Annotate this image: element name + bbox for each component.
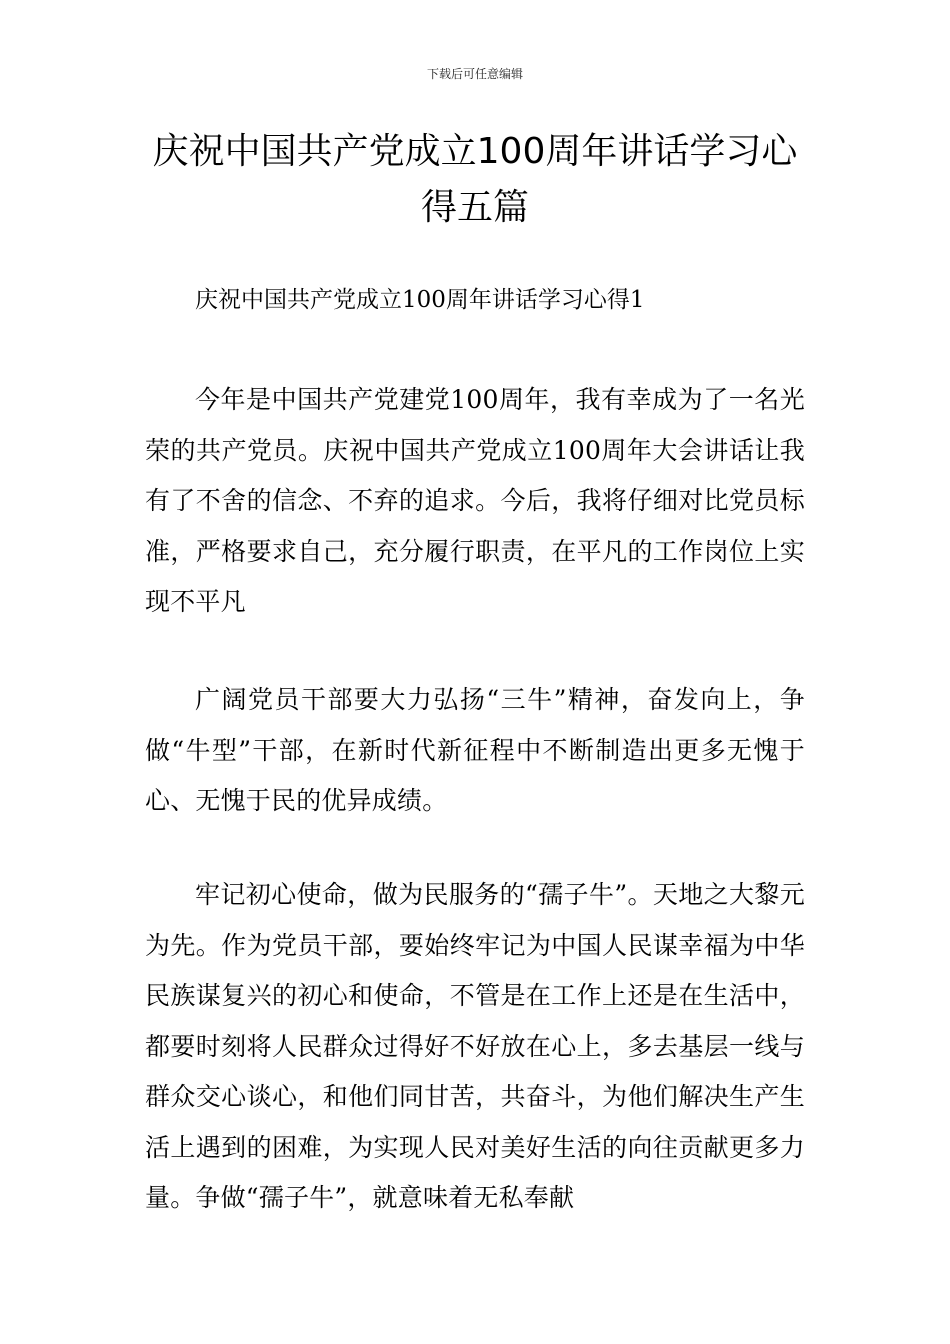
section-subtitle: 庆祝中国共产党成立100周年讲话学习心得1 <box>195 287 645 313</box>
paragraph-3: 牢记初心使命，做为民服务的“孺子牛”。天地之大黎元为先。作为党员干部，要始终牢记为中国人民谋幸福为中华民族谋复兴的初心和使命，不管是在工作上还是在生活中，都要时刻将人民群众过得好不好放在心上，多去基层一线与群众交心谈心，和他们同甘苦，共奋斗，为他们解决生产生活上遇到的困难，为实现人民对美好生活的向往贡献更多力量。争做“孺子牛”，就意味着无私奉献 <box>145 880 805 1212</box>
document-title: 庆祝中国共产党成立100周年讲话学习心得五篇 <box>152 131 798 228</box>
header-note: 下载后可任意编辑 <box>426 67 523 81</box>
paragraph-1: 今年是中国共产党建党100周年，我有幸成为了一名光荣的共产党员。庆祝中国共产党成立100周年大会讲话让我有了不舍的信念、不弃的追求。今后，我将仔细对比党员标准，严格要求自己，充分履行职责，在平凡的工作岗位上实现不平凡 <box>145 385 805 616</box>
paragraph-2: 广阔党员干部要大力弘扬“三牛”精神，奋发向上，争做“牛型”干部，在新时代新征程中不断制造出更多无愧于心、无愧于民的优异成绩。 <box>145 685 805 815</box>
